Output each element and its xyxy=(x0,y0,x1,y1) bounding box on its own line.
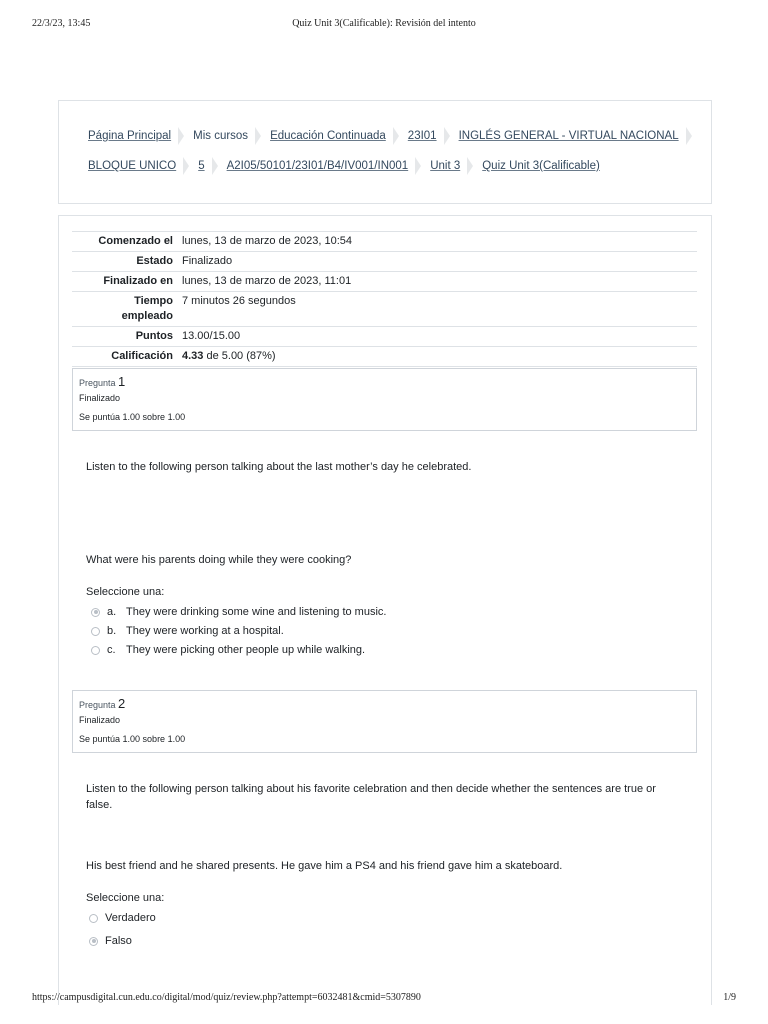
question-1-state: Finalizado xyxy=(79,393,121,403)
started-label: Comenzado el xyxy=(98,235,173,247)
started-value: lunes, 13 de marzo de 2023, 10:54 xyxy=(182,235,353,247)
grade-score: 4.33 xyxy=(182,350,204,362)
summary-row-grade xyxy=(72,346,697,367)
question-2-info xyxy=(72,690,697,753)
state-label: Estado xyxy=(136,255,173,267)
print-date: 22/3/23, 13:45 xyxy=(32,18,91,29)
breadcrumb-period-link[interactable]: 23I01 xyxy=(407,130,437,142)
option-letter: a. xyxy=(107,606,117,618)
question-2-number xyxy=(79,696,125,711)
option-text: They were working at a hospital. xyxy=(126,625,284,637)
breadcrumb-separator-icon xyxy=(686,127,692,145)
grade-out-of: de 5.00 (87%) xyxy=(203,350,276,362)
question-2-prompt: His best friend and he shared presents. He gave him a PS4 and his friend gave him a skateboard. xyxy=(86,860,563,872)
summary-row-finished xyxy=(72,271,697,291)
question-1-option-c[interactable] xyxy=(91,642,365,658)
question-2-label: Pregunta xyxy=(79,700,116,710)
print-title: Quiz Unit 3(Calificable): Revisión del intento xyxy=(292,18,476,29)
breadcrumb-course-link[interactable]: INGLÉS GENERAL - VIRTUAL NACIONAL xyxy=(458,130,679,142)
print-url: https://campusdigital.cun.edu.co/digital/mod/quiz/review.php?attempt=6032481&cmid=5307890 xyxy=(32,992,421,1003)
finished-value: lunes, 13 de marzo de 2023, 11:01 xyxy=(182,275,352,287)
question-2-intro: Listen to the following person talking about his favorite celebration and then decide whether the sentences are true or false. xyxy=(86,783,656,811)
question-2-select-label: Seleccione una: xyxy=(86,892,165,904)
question-2-num: 2 xyxy=(118,696,126,711)
option-text: Falso xyxy=(105,935,132,947)
breadcrumb-section-link[interactable]: 5 xyxy=(198,160,205,172)
time-value: 7 minutos 26 segundos xyxy=(182,295,296,307)
breadcrumb-home-link[interactable]: Página Principal xyxy=(88,130,172,142)
summary-row-started xyxy=(72,231,697,251)
breadcrumb-separator-icon xyxy=(444,127,450,145)
option-text: They were picking other people up while walking. xyxy=(126,644,366,656)
option-text: Verdadero xyxy=(105,912,156,924)
question-2-grade: Se puntúa 1.00 sobre 1.00 xyxy=(79,734,186,744)
breadcrumb-row-2 xyxy=(88,157,600,175)
radio-checked-icon[interactable] xyxy=(91,608,100,617)
option-letter: c. xyxy=(107,644,116,656)
points-label: Puntos xyxy=(135,330,173,342)
time-label-line-1: Tiempo xyxy=(134,295,173,307)
print-page-number: 1/9 xyxy=(723,992,736,1003)
breadcrumb-separator-icon xyxy=(415,157,421,175)
question-2-option-false[interactable] xyxy=(89,933,132,949)
print-footer xyxy=(0,992,768,1006)
question-1-number xyxy=(79,374,125,389)
radio-checked-icon[interactable] xyxy=(89,937,98,946)
question-2-option-true[interactable] xyxy=(89,910,156,926)
finished-label: Finalizado en xyxy=(103,275,173,287)
points-value: 13.00/15.00 xyxy=(182,330,241,342)
radio-icon[interactable] xyxy=(91,627,100,636)
time-label-line-2: empleado xyxy=(121,310,173,322)
question-1-info xyxy=(72,368,697,431)
breadcrumb-separator-icon xyxy=(178,127,184,145)
breadcrumb-row-1 xyxy=(88,127,701,145)
breadcrumb-separator-icon xyxy=(467,157,473,175)
summary-row-points xyxy=(72,326,697,346)
breadcrumb-group-link[interactable]: A2I05/50101/23I01/B4/IV001/IN001 xyxy=(226,160,409,172)
breadcrumb-separator-icon xyxy=(183,157,189,175)
breadcrumb-category-link[interactable]: Educación Continuada xyxy=(270,130,386,142)
question-1-option-a[interactable] xyxy=(91,604,386,620)
radio-icon[interactable] xyxy=(91,646,100,655)
question-1-intro: Listen to the following person talking about the last mother’s day he celebrated. xyxy=(86,461,472,473)
question-1-grade: Se puntúa 1.00 sobre 1.00 xyxy=(79,412,186,422)
question-1-prompt: What were his parents doing while they were cooking? xyxy=(86,554,352,566)
question-1-num: 1 xyxy=(118,374,126,389)
print-header xyxy=(0,18,768,32)
attempt-summary-table xyxy=(72,231,697,367)
breadcrumb-container xyxy=(58,100,712,204)
option-letter: b. xyxy=(107,625,117,637)
breadcrumb-block-link[interactable]: BLOQUE UNICO xyxy=(88,160,177,172)
breadcrumb-separator-icon xyxy=(255,127,261,145)
breadcrumb-quiz-link[interactable]: Quiz Unit 3(Calificable) xyxy=(482,160,600,172)
breadcrumb-unit-link[interactable]: Unit 3 xyxy=(430,160,461,172)
radio-icon[interactable] xyxy=(89,914,98,923)
breadcrumb-my-courses[interactable]: Mis cursos xyxy=(193,130,249,142)
option-text: They were drinking some wine and listening to music. xyxy=(126,606,387,618)
state-value: Finalizado xyxy=(182,255,233,267)
question-1-option-b[interactable] xyxy=(91,623,284,639)
question-1-label: Pregunta xyxy=(79,378,116,388)
time-label xyxy=(72,292,173,326)
breadcrumb-separator-icon xyxy=(393,127,399,145)
summary-row-time xyxy=(72,291,697,326)
summary-row-state xyxy=(72,251,697,271)
question-2-state: Finalizado xyxy=(79,715,121,725)
breadcrumb-separator-icon xyxy=(212,157,218,175)
question-1-select-label: Seleccione una: xyxy=(86,586,165,598)
grade-value xyxy=(173,347,276,366)
grade-label: Calificación xyxy=(111,350,173,362)
